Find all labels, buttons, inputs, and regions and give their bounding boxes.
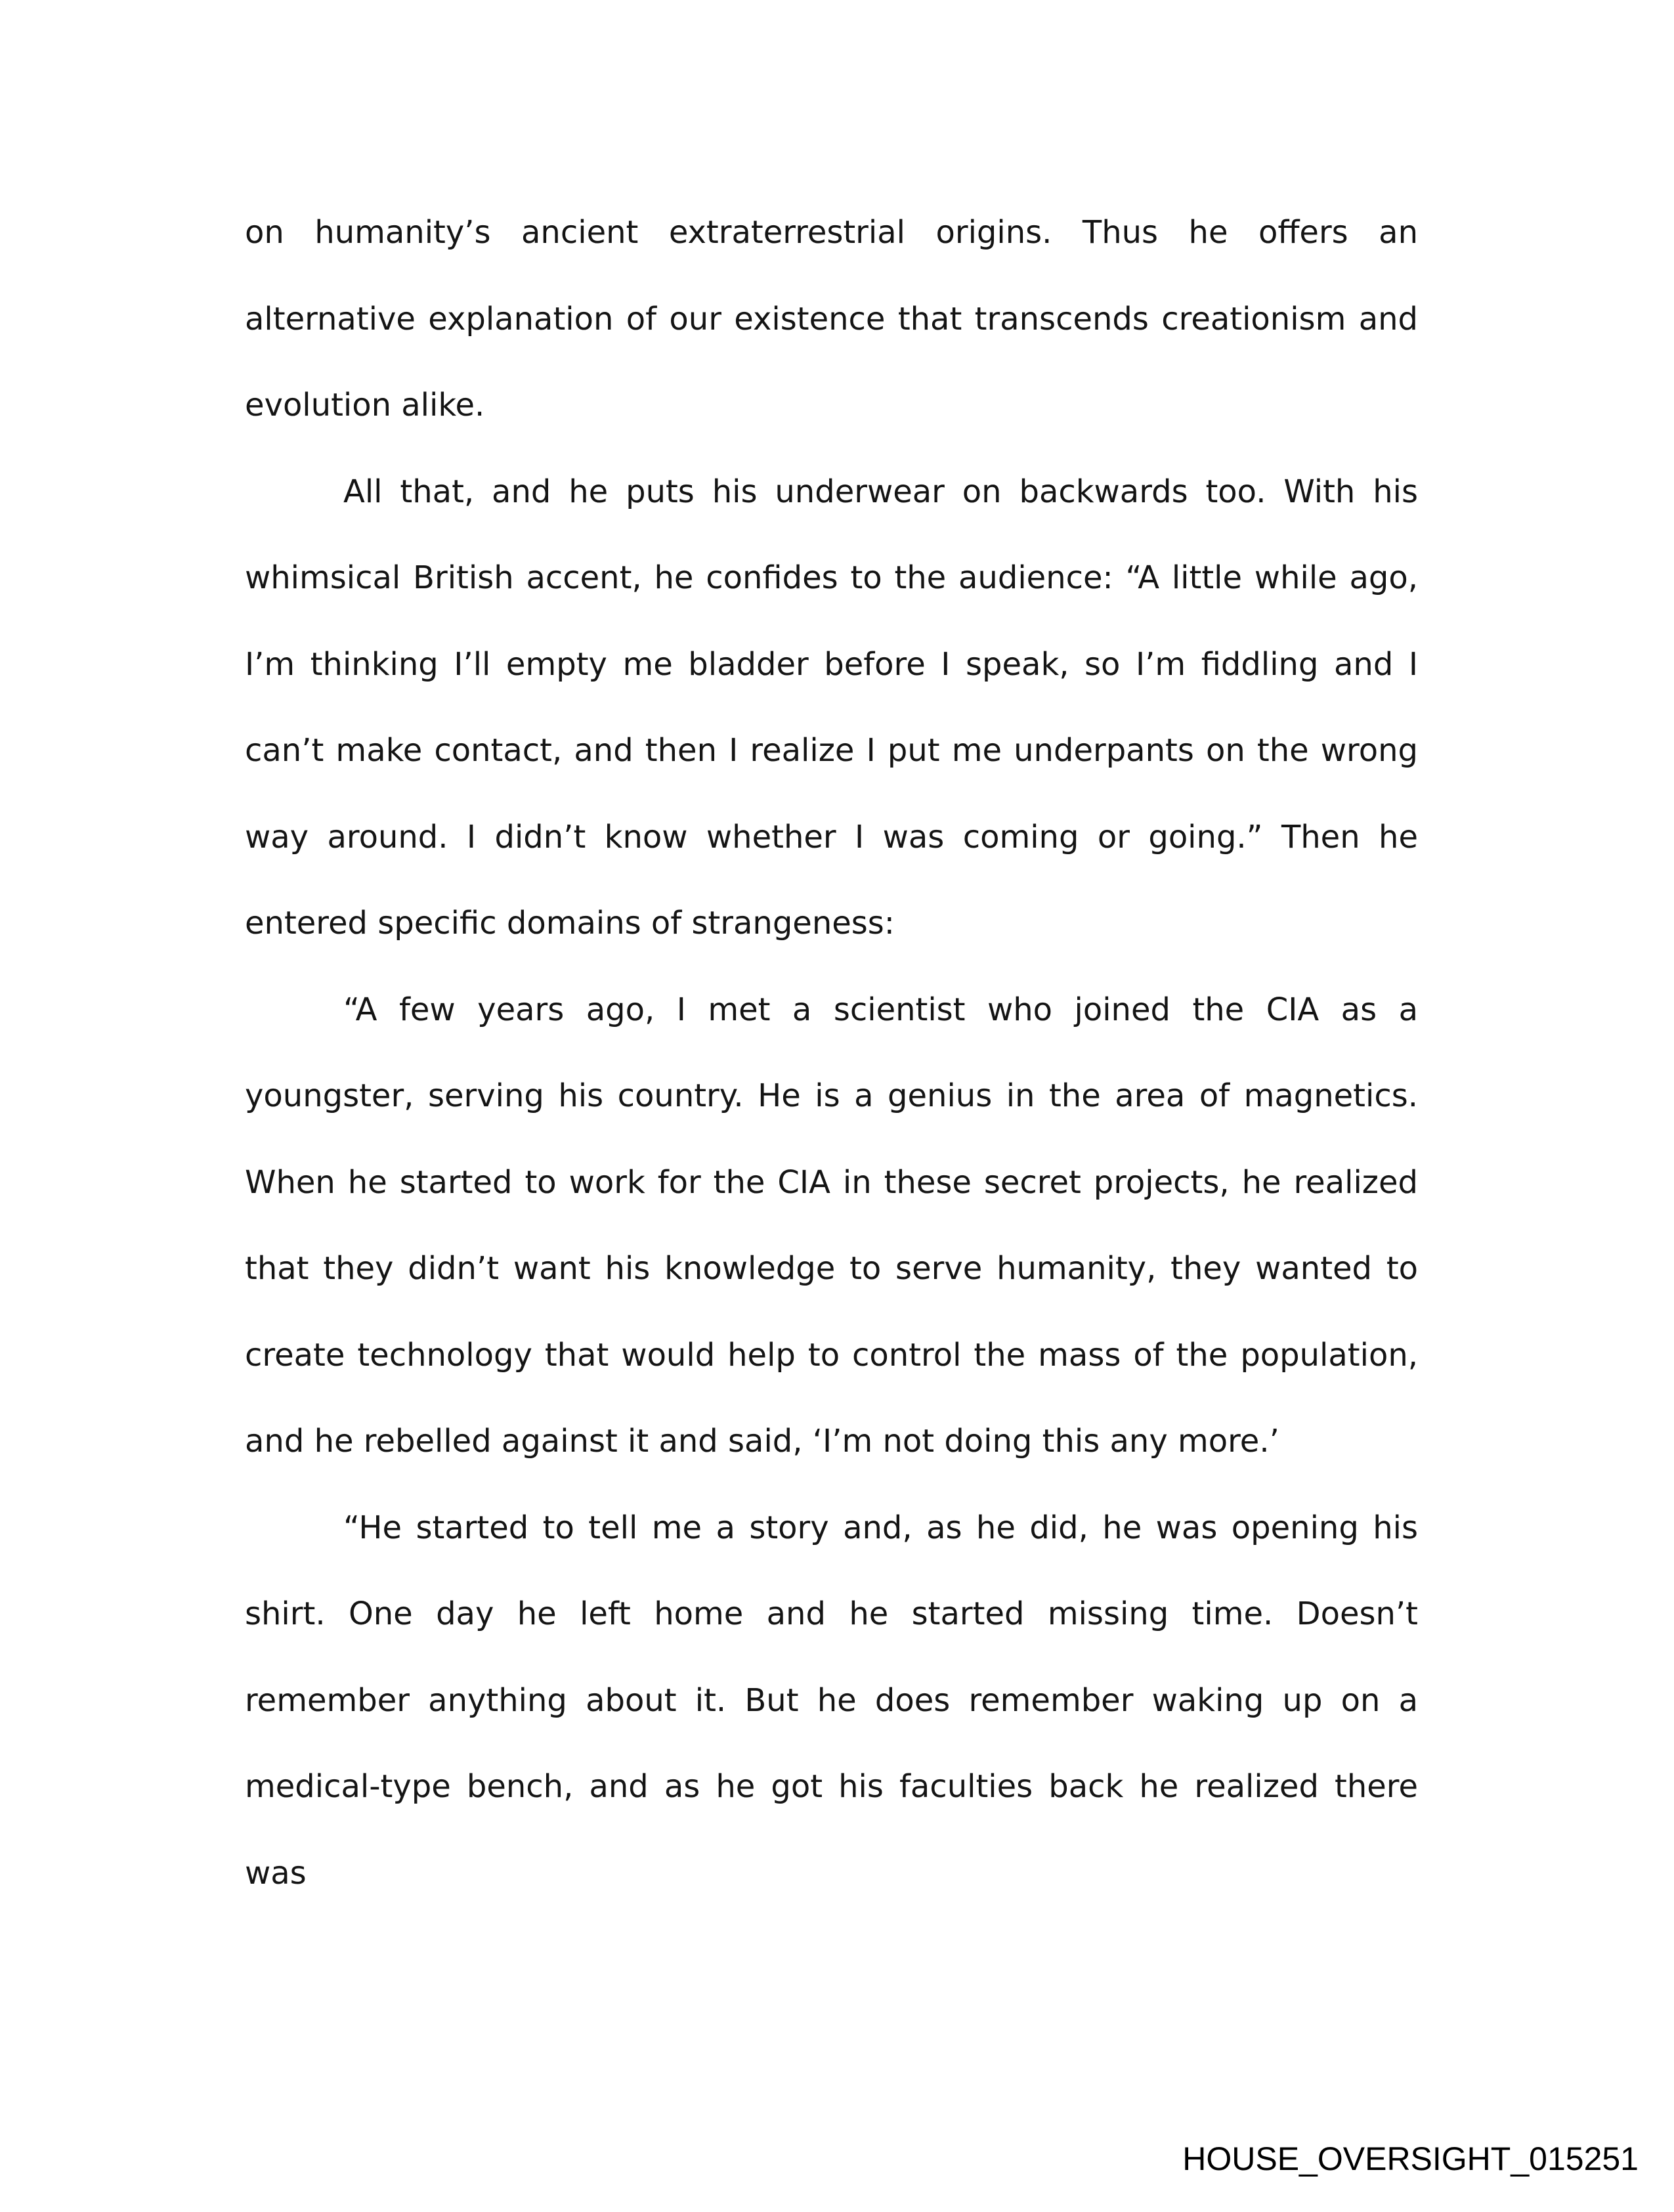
paragraph-cia-scientist: “A few years ago, I met a scientist who joined the CIA as a youngster, serving his country. He is a genius in the area of magnetics. When he started to work for the CIA in these secret projects, he realized that they didn’t want his knowledge to serve humanity, they wanted to create technology that would help to control the mass of the population, and he rebelled against it and said, ‘I’m not doing this any more.’	[245, 991, 1418, 1460]
paragraph-underwear-anecdote: All that, and he puts his underwear on backwards too. With his whimsical British accent, he confides to the audience: “A little while ago, I’m thinking I’ll empty me bladder before I speak, so I’m fiddling and I can’t make contact, and then I realize I put me underpants on the wrong way around. I didn’t know whether I was coming or going.” Then he entered specific domains of strangeness:	[245, 473, 1418, 942]
body-text	[245, 190, 1418, 1917]
bates-stamp: HOUSE_OVERSIGHT_015251	[1182, 2140, 1639, 2177]
paragraph-missing-time: “He started to tell me a story and, as he did, he was opening his shirt. One day he left home and he started missing time. Doesn’t remember anything about it. But he does remember waking up on a medical-type bench, and as he got his faculties back he realized there was	[245, 1509, 1418, 1892]
paragraph-continuation: on humanity’s ancient extraterrestrial origins. Thus he offers an alternative explanation of our existence that transcends creationism and evolution alike.	[245, 214, 1418, 423]
